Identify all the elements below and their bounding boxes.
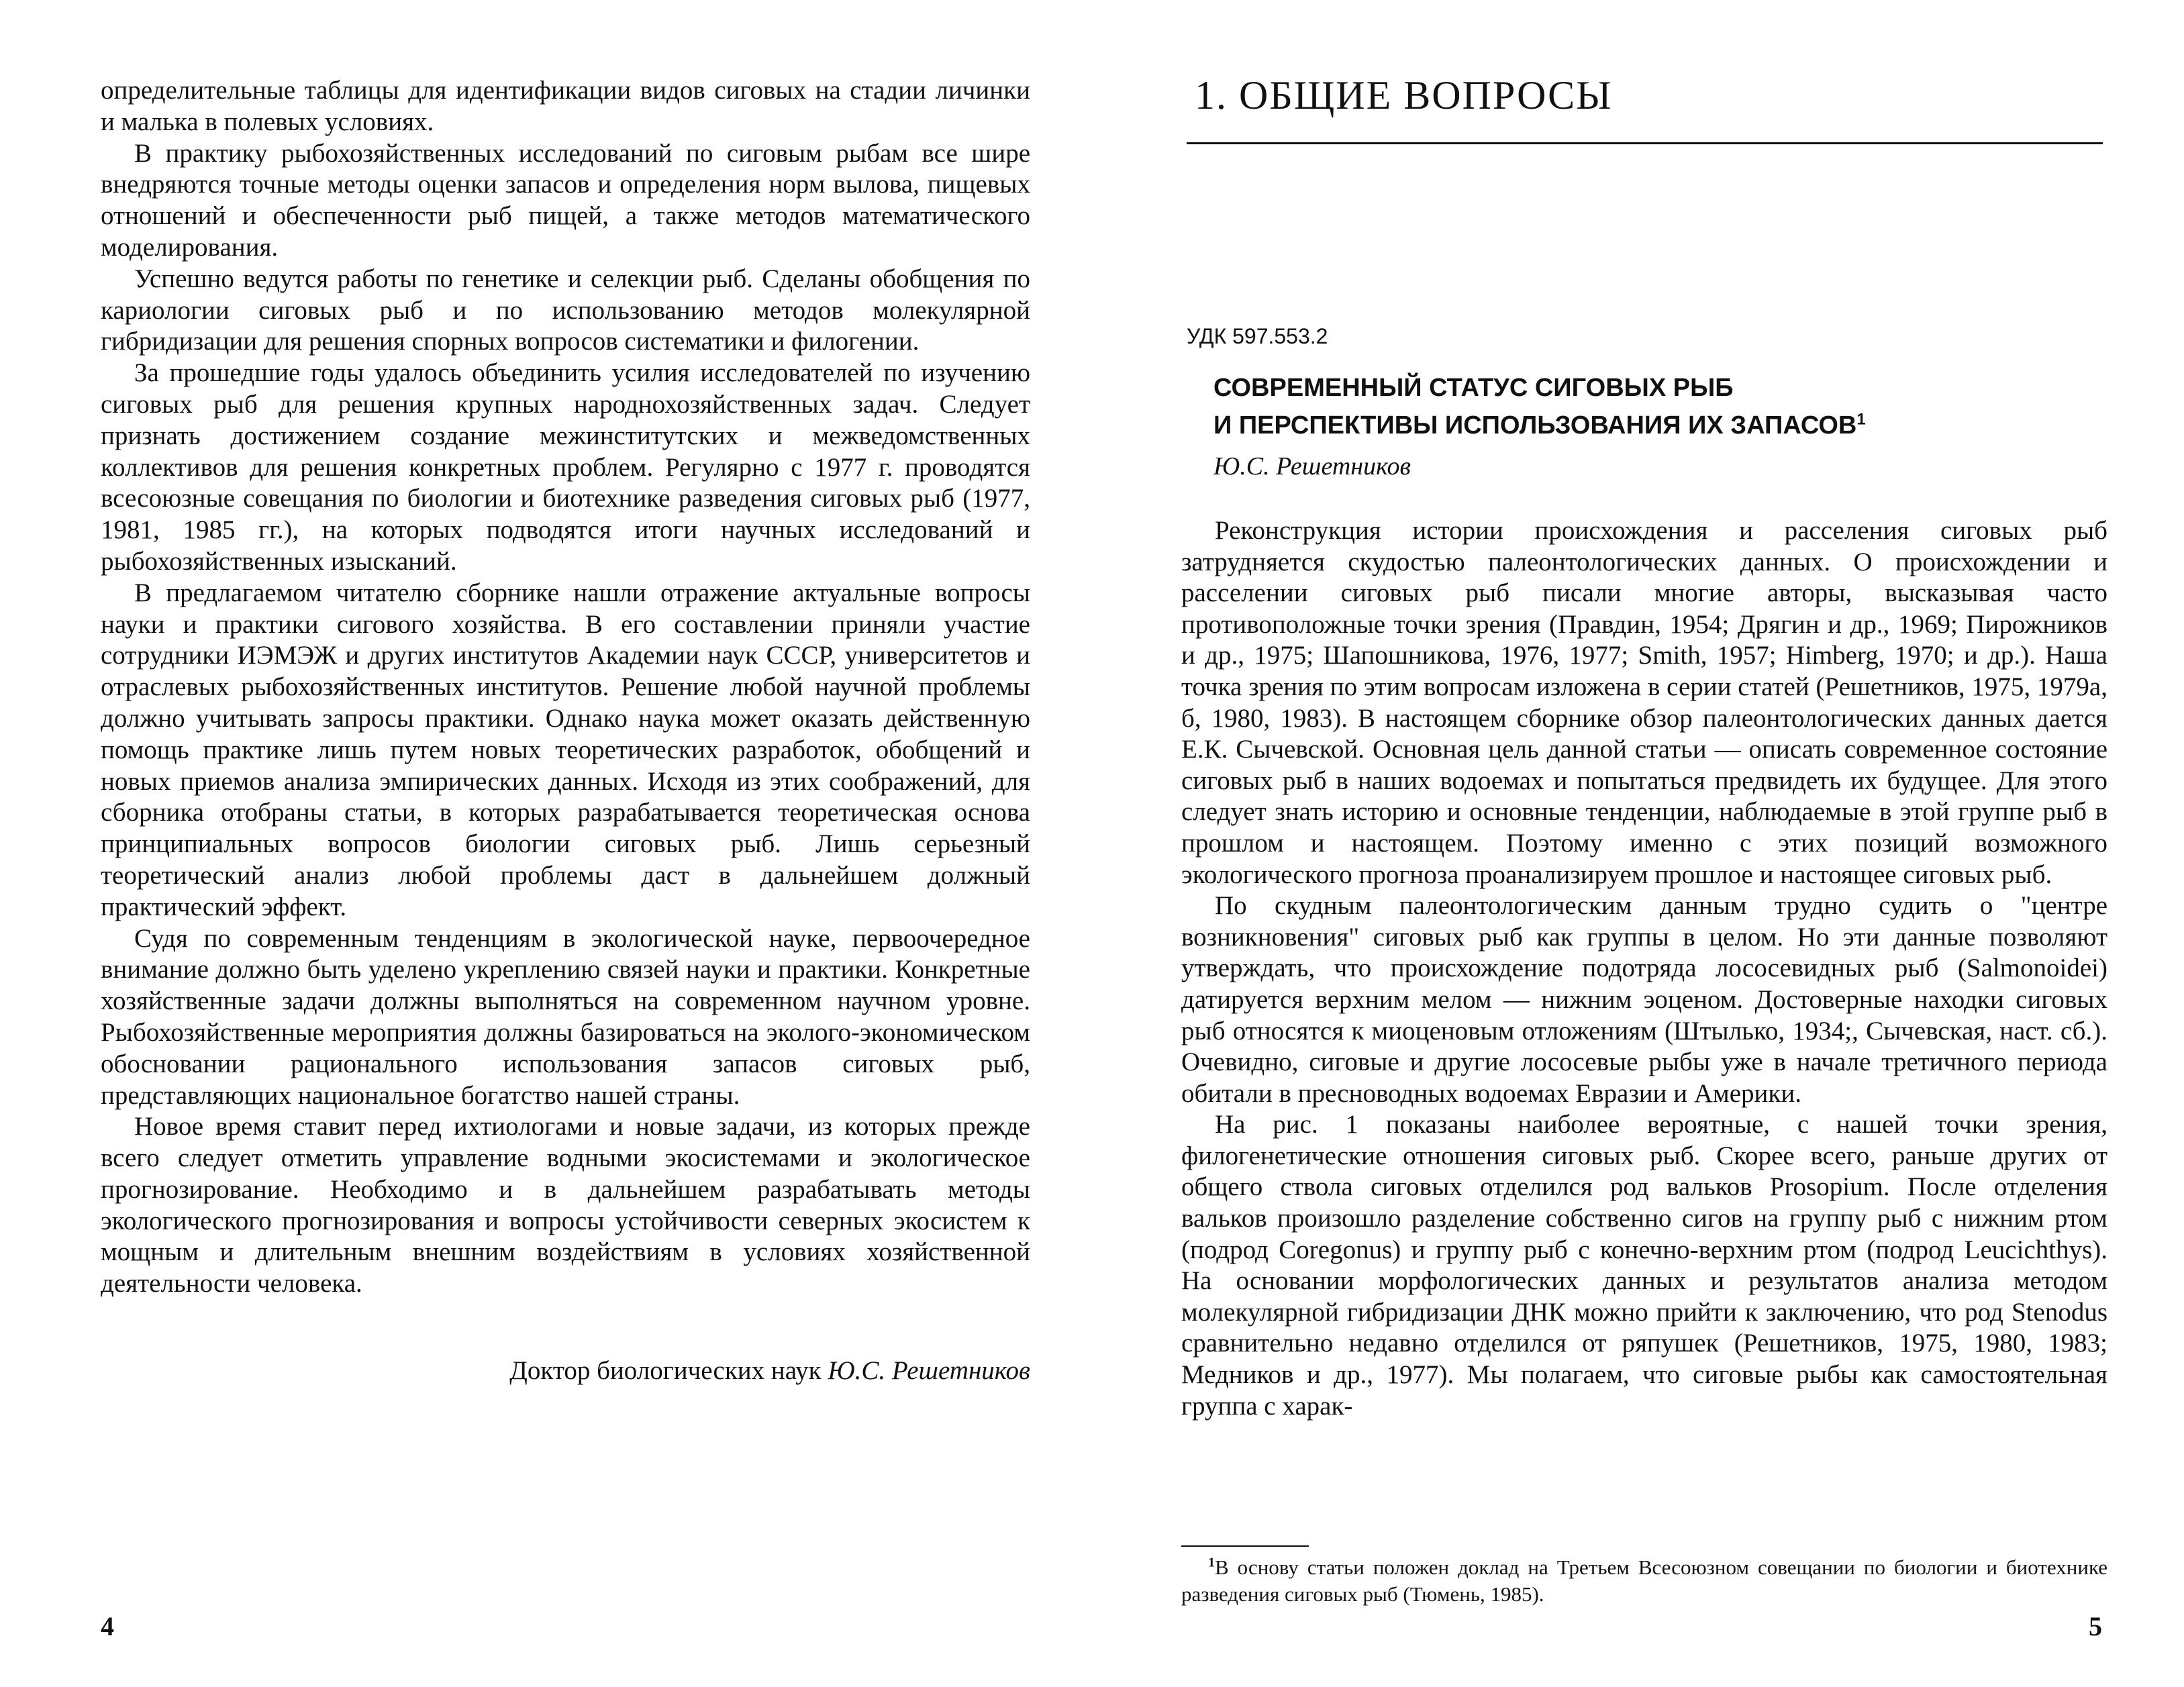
paragraph: определительные таблицы для идентификации видов сиговых на стадии личинки и малька в полевых условиях. [101,76,1030,136]
paragraph: На рис. 1 показаны наиболее вероятные, с нашей точки зрения, филогенетические отношения сиговых рыб. Скорее всего, раньше других от общего ствола сиговых отделился род вальков Prosopium. После отделения вальков произошло разделение собственно сигов на группу рыб с нижним ртом (подрод Coregonus) и группу рыб с конечно-верхним ртом (подрод Leucichthys). На основании морфологических данных и результатов анализа методом молекулярной гибридизации ДНК можно прийти к заключению, что род Stenodus сравнительно недавно отделился от ряпушек (Решетников, 1975, 1980, 1983; Медников и др., 1977). Мы полагаем, что сиговые рыбы как самостоятельная группа с харак- [1181,1110,2107,1421]
article-title [1213,369,1866,444]
paragraph: Новое время ставит перед ихтиологами и новые задачи, из которых прежде всего следует отметить управление водными экосистемами и экологическое прогнозирование. Необходимо и в дальнейшем разрабатывать методы экологического прогнозирования и вопросы устойчивости северных экосистем к мощным и длительным внешним воздействиям в условиях хозяйственной деятельности человека. [101,1112,1030,1298]
editor-signature [101,1356,1030,1387]
footnote [1181,1554,2107,1608]
footnote-number: 1 [1208,1555,1215,1570]
article-title-line-2: И ПЕРСПЕКТИВЫ ИСПОЛЬЗОВАНИЯ ИХ ЗАПАСОВ [1213,411,1857,440]
section-title: 1. ОБЩИЕ ВОПРОСЫ [1195,73,1613,117]
paragraph: По скудным палеонтологическим данным трудно судить о "центре возникновения" сиговых рыб как группы в целом. Но эти данные позволяют утверждать, что происхождение подотряда лососевидных рыб (Salmonoidei) датируется верхним мелом — нижним эоценом. Достоверные находки сиговых рыб относятся к миоценовым отложениям (Штылько, 1934;, Сычевская, наст. сб.). Очевидно, сиговые и другие лососевые рыбы уже в начале третичного периода обитали в пресноводных водоемах Евразии и Америки. [1181,891,2107,1108]
footnote-reference[interactable]: 1 [1856,410,1866,429]
footnote-text: В основу статьи положен доклад на Третьем Всесоюзном совещании по биологии и биотехнике разведения сиговых рыб (Тюмень, 1985). [1181,1555,2107,1606]
paragraph: В предлагаемом читателю сборнике нашли отражение актуальные вопросы науки и практики сигового хозяйства. В его составлении приняли участие сотрудники ИЭМЭЖ и других институтов Академии наук СССР, университетов и отраслевых рыбохозяйственных институтов. Решение любой научной проблемы должно учитывать запросы практики. Однако наука может оказать действенную помощь практике лишь путем новых теоретических разработок, обобщений и новых приемов анализа эмпирических данных. Исходя из этих соображений, для сборника отобраны статьи, в которых разрабатывается теоретическая основа принципиальных вопросов биологии сиговых рыб. Лишь серьезный теоретический анализ любой проблемы даст в дальнейшем должный практический эффект. [101,578,1030,921]
signature-name: Ю.С. Решетников [828,1356,1030,1385]
paragraph: В практику рыбохозяйственных исследований по сиговым рыбам все шире внедряются точные методы оценки запасов и определения норм вылова, пищевых отношений и обеспеченности рыб пищей, а также методов математического моделирования. [101,138,1030,262]
paragraph: За прошедшие годы удалось объединить усилия исследователей по изучению сиговых рыб для решения крупных народнохозяйственных задач. Следует признать достижением создание межинститутских и межведомственных коллективов для решения конкретных проблем. Регулярно с 1977 г. проводятся всесоюзные совещания по биологии и биотехнике разведения сиговых рыб (1977, 1981, 1985 гг.), на которых подводятся итоги научных исследований и рыбохозяйственных изысканий. [101,358,1030,576]
article-body [1181,515,2107,1422]
left-page-body [101,75,1030,1300]
paragraph: Успешно ведутся работы по генетике и селекции рыб. Сделаны обобщения по кариологии сиговых рыб и по использованию методов молекулярной гибридизации для решения спорных вопросов систематики и филогении. [101,264,1030,356]
page-number-right: 5 [2089,1611,2102,1641]
paragraph: Судя по современным тенденциям в экологической науке, первоочередное внимание должно быть уделено укреплению связей науки и практики. Конкретные хозяйственные задачи должны выполняться на современном научном уровне. Рыбохозяйственные мероприятия должны базироваться на эколого-экономическом обосновании рационального использования запасов сиговых рыб, представляющих национальное богатство нашей страны. [101,923,1030,1110]
footnote-rule [1181,1545,1309,1547]
paragraph: Реконструкция истории происхождения и расселения сиговых рыб затрудняется скудостью палеонтологических данных. О происхождении и расселении сиговых рыб писали многие авторы, высказывая часто противоположные точки зрения (Правдин, 1954; Дрягин и др., 1969; Пирожников и др., 1975; Шапошникова, 1976, 1977; Smith, 1957; Himberg, 1970; и др.). Наша точка зрения по этим вопросам изложена в серии статей (Решетников, 1975, 1979а, б, 1980, 1983). В настоящем сборнике обзор палеонтологических данных дается Е.К. Сычевской. Основная цель данной статьи — описать современное состояние сиговых рыб в наших водоемах и попытаться предвидеть их будущее. Для этого следует знать историю и основные тенденции, наблюдаемые в этой группе рыб в прошлом и настоящем. Поэтому именно с этих позиций возможного экологического прогноза проанализируем прошлое и настоящее сиговых рыб. [1181,516,2107,889]
article-author: Ю.С. Решетников [1213,452,1411,480]
signature-title: Доктор биологических наук [509,1356,822,1385]
udk-code: УДК 597.553.2 [1187,324,1328,348]
section-title-rule [1187,142,2103,144]
page-number-left: 4 [101,1611,114,1641]
article-title-line-1: СОВРЕМЕННЫЙ СТАТУС СИГОВЫХ РЫБ [1213,374,1734,402]
